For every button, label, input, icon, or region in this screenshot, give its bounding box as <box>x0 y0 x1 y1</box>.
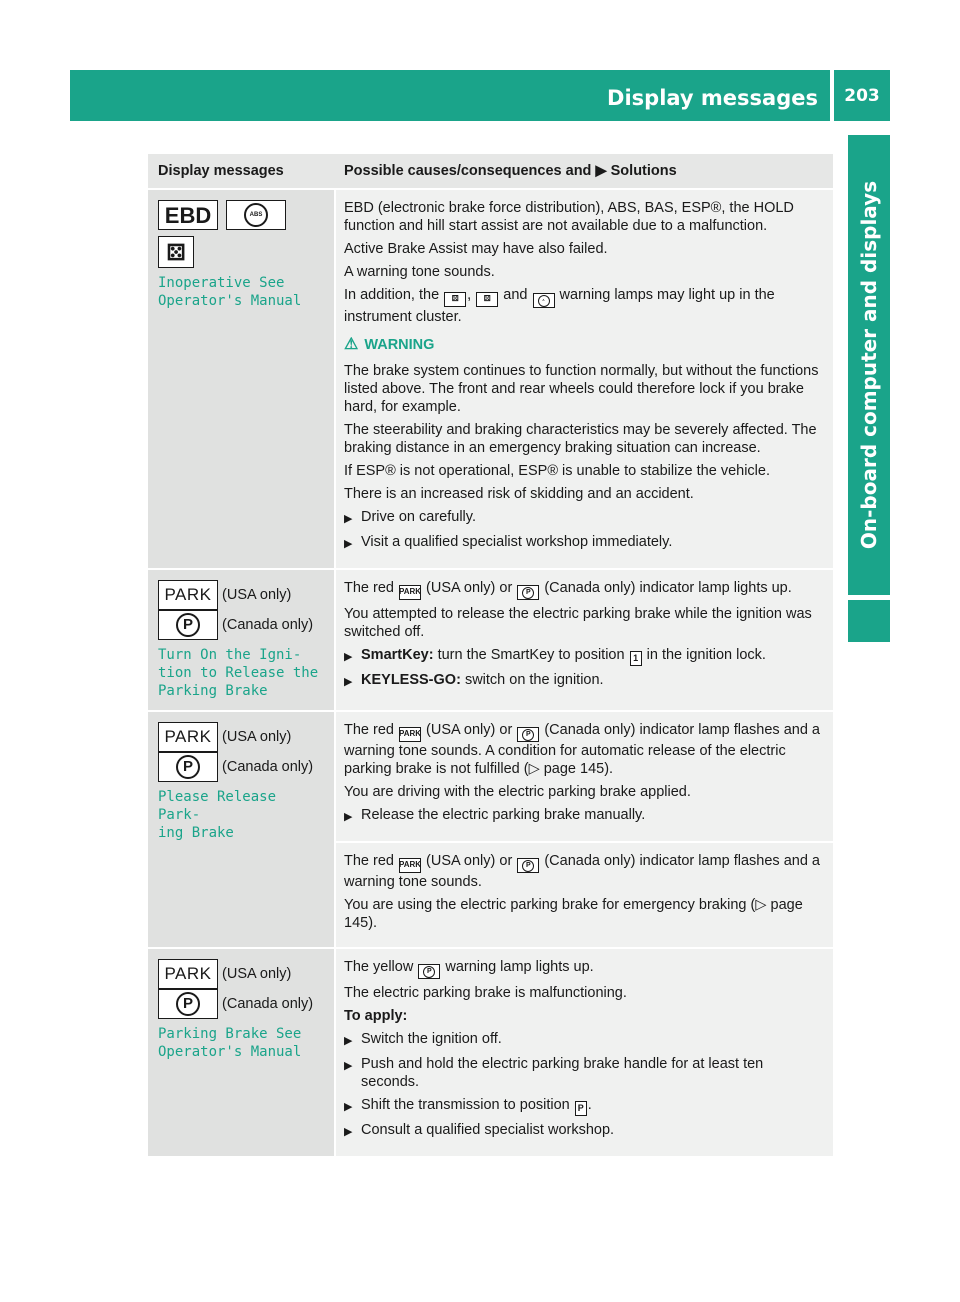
display-message-text: Please Release Park‐ ing Brake <box>158 789 277 841</box>
causes-cell: The red PARK (USA only) or P (Canada only) indicator lamp lights up. You attempted to release the electric parking brake while the ignition was switched off. ▶ SmartKey: turn the SmartKey to position 1 in the ignition lock. ▶ KEYLESS-GO: switch on the ignition. <box>336 570 833 710</box>
causes-cell: The red PARK (USA only) or P (Canada only) indicator lamp flashes and a warning tone sounds. A condition for automatic release of the electric parking brake is not fulfilled (▷ page 145). You are driving with the electric parking brake applied. ▶ Release the electric parking brake manually. The red PARK (USA only) or P (Canada only) indicator lamp flashes and a warning tone sounds. You are using the electric parking brake for emergency braking (▷ page 145). <box>336 712 833 947</box>
list-item: ▶ Push and hold the electric parking brake handle for at least ten seconds. <box>344 1056 764 1090</box>
parking-brake-icon: P <box>158 610 218 640</box>
column-header-causes <box>336 154 833 188</box>
section-tab-label: On-board computer and displays <box>857 180 881 550</box>
table-row <box>148 568 833 710</box>
display-message-cell <box>148 190 334 568</box>
display-message-cell: PARK (USA only) P (Canada only) Please Release Park‐ ing Brake <box>148 712 334 947</box>
list-item: ▶ Release the electric parking brake manually. <box>344 806 825 826</box>
table-row <box>148 947 833 1156</box>
arrow-right-icon: ▶ <box>344 1126 353 1138</box>
list-item: ▶ Consult a qualified specialist workshop. <box>344 1121 825 1141</box>
esp-skid-icon: ⚄ <box>444 292 466 307</box>
park-icon: PARK <box>158 580 218 610</box>
column-header-solutions-text: Solutions <box>610 163 677 179</box>
causes-cell: EBD (electronic brake force distribution), ABS, BAS, ESP®, the HOLD function and hill start assist are not available due to a malfunction. Active Brake Assist may have also failed. A warning tone sounds. In addition, the ⚄ , ⚄ and A warning lamps may light up in the instrument cluster. ⚠ WARNING The brake system continues to function normally, but without the functions listed above. The front and rear wheels could therefore lock if you brake hard, for example. The steerability and braking characteristics may be severely affected. The braking distance in an emergency braking situation can increase. If ESP® is not operational, ESP® is unable to stabilize the vehicle. There is an increased risk of skidding and an accident. ▶ Drive on carefully. ▶ Visit a qualified specialist workshop immediately. <box>336 190 833 568</box>
display-message-cell: PARK (USA only) P (Canada only) Turn On the Igni‐ tion to Release the Parking Brake <box>148 570 334 710</box>
park-icon: PARK <box>158 722 218 752</box>
arrow-right-icon: ▶ <box>344 676 353 688</box>
parking-brake-icon: P <box>158 752 218 782</box>
ebd-icon: EBD <box>158 200 218 230</box>
parking-brake-icon: P <box>517 858 539 873</box>
table-row <box>148 710 833 947</box>
abs-warning-icon: ABS <box>226 200 286 230</box>
parking-brake-icon: P <box>158 989 218 1019</box>
park-icon: PARK <box>399 585 421 600</box>
park-icon: PARK <box>399 858 421 873</box>
list-item: ▶ KEYLESS-GO: switch on the ignition. <box>344 671 825 691</box>
column-header-causes-text: Possible causes/consequences and <box>344 163 592 179</box>
list-item: ▶ Switch the ignition off. <box>344 1030 825 1050</box>
arrow-right-icon: ▶ <box>344 1060 353 1072</box>
arrow-right-icon: ▶ <box>344 1035 353 1047</box>
section-marker <box>848 600 890 642</box>
key-position-icon: 1 <box>630 651 642 666</box>
display-message-text: Parking Brake See Operator's Manual <box>158 1026 302 1060</box>
messages-table <box>148 154 833 1156</box>
display-message-text: Turn On the Igni‐ tion to Release the Parking Brake <box>158 647 319 699</box>
park-icon: PARK <box>158 959 218 989</box>
warning-heading: ⚠ WARNING <box>344 336 435 353</box>
display-message-text: Inoperative See Operator's Manual <box>158 275 302 309</box>
header-bar <box>70 70 830 121</box>
parking-brake-icon: P <box>418 964 440 979</box>
table-row <box>148 188 833 568</box>
park-icon: PARK <box>399 727 421 742</box>
list-item: ▶ Visit a qualified specialist workshop immediately. <box>344 533 825 553</box>
list-item: ▶ SmartKey: turn the SmartKey to position 1 in the ignition lock. <box>344 646 825 666</box>
arrow-right-icon: ▶ <box>344 811 353 823</box>
arrow-right-icon: ▶ <box>344 651 353 663</box>
parking-brake-icon: P <box>517 727 539 742</box>
list-item: ▶ Drive on carefully. <box>344 508 825 528</box>
causes-cell: The yellow P warning lamp lights up. The electric parking brake is malfunctioning. To apply: ▶ Switch the ignition off. ▶ Push and hold the electric parking brake handle for at least ten seconds. ▶ Shift the transmission to position P . ▶ Consult a qualified specialist workshop. <box>336 949 833 1156</box>
gear-position-icon: P <box>575 1101 587 1116</box>
arrow-right-icon: ▶ <box>595 163 607 179</box>
list-item: ▶ Shift the transmission to position P . <box>344 1096 825 1116</box>
page-number: 203 <box>834 70 890 121</box>
parking-brake-icon: P <box>517 585 539 600</box>
esp-skid-icon: ⚄ <box>158 236 194 268</box>
section-tab <box>848 135 890 595</box>
arrow-right-icon: ▶ <box>344 513 353 525</box>
display-message-cell: PARK (USA only) P (Canada only) Parking Brake See Operator's Manual <box>148 949 334 1156</box>
table-header <box>148 154 833 188</box>
page-title: Display messages <box>607 86 818 110</box>
abs-warning-icon: A <box>533 293 555 308</box>
arrow-right-icon: ▶ <box>344 538 353 550</box>
warning-triangle-icon: ⚠ <box>344 336 359 353</box>
column-header-display-messages: Display messages <box>158 163 284 179</box>
arrow-right-icon: ▶ <box>344 1101 353 1113</box>
esp-off-icon: ⚄ <box>476 292 498 307</box>
